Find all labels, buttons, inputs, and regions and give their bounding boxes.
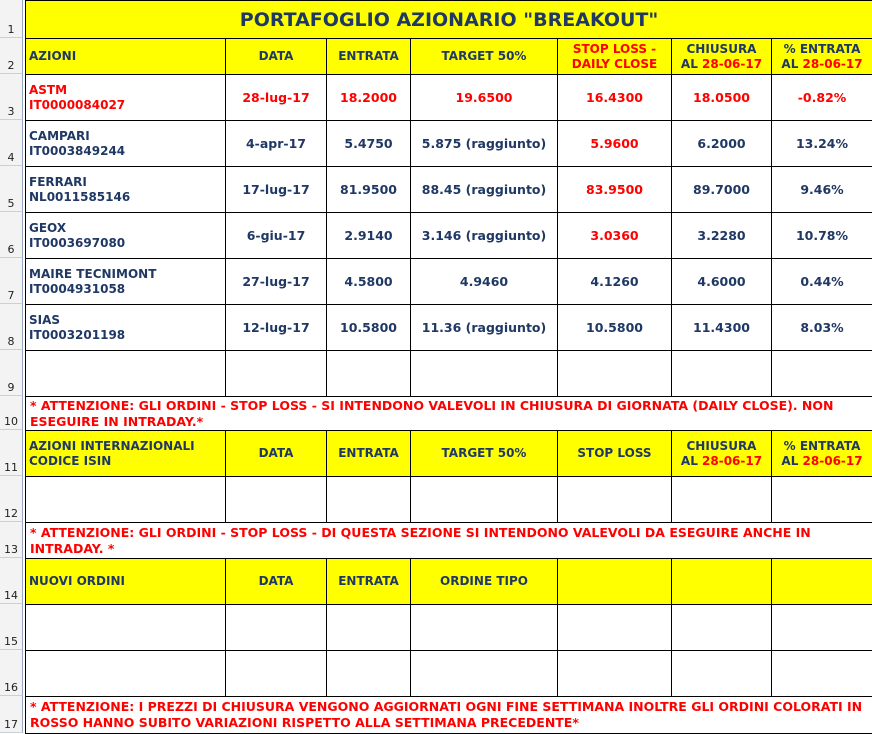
row-header[interactable]: 14 — [0, 558, 23, 604]
col-header-pct-entrata[interactable] — [772, 39, 872, 75]
pct-date: 28-06-17 — [803, 57, 863, 71]
stock-entrata[interactable]: 5.4750 — [327, 121, 411, 167]
stock-name-cell[interactable] — [26, 259, 226, 305]
intl-line2: CODICE ISIN — [29, 454, 222, 469]
row-header[interactable]: 15 — [0, 604, 23, 650]
row-header[interactable]: 17 — [0, 696, 23, 733]
col-header-nuovi-ordini[interactable]: NUOVI ORDINI — [26, 559, 226, 605]
chiusura-date: 28-06-17 — [702, 454, 762, 468]
table-row — [26, 477, 872, 523]
stock-date[interactable]: 12-lug-17 — [226, 305, 327, 351]
empty-cell[interactable] — [672, 605, 772, 651]
empty-cell[interactable] — [26, 605, 226, 651]
col-header-data[interactable]: DATA — [226, 39, 327, 75]
stock-target[interactable]: 4.9460 — [411, 259, 558, 305]
empty-header-cell[interactable] — [558, 559, 672, 605]
stock-name-cell[interactable] — [26, 121, 226, 167]
stock-pct[interactable]: -0.82% — [772, 75, 872, 121]
stock-date[interactable]: 17-lug-17 — [226, 167, 327, 213]
empty-cell[interactable] — [558, 351, 672, 397]
stock-isin: IT0004931058 — [29, 282, 222, 297]
empty-cell[interactable] — [327, 605, 411, 651]
table-row — [26, 213, 872, 259]
empty-cell[interactable] — [558, 477, 672, 523]
empty-cell[interactable] — [411, 605, 558, 651]
note-closing-prices[interactable]: * ATTENZIONE: I PREZZI DI CHIUSURA VENGONO AGGIORNATI OGNI FINE SETTIMANA INOLTRE GLI ORDINI COLORATI IN ROSSO HANNO SUBITO VARIAZIONI RISPETTO ALLA SETTIMANA PRECEDENTE* — [26, 697, 872, 734]
chiusura-date: 28-06-17 — [702, 57, 762, 71]
col-header-target[interactable]: TARGET 50% — [411, 39, 558, 75]
stock-stop[interactable]: 10.5800 — [558, 305, 672, 351]
stock-target[interactable]: 11.36 (raggiunto) — [411, 305, 558, 351]
stock-name: SIAS — [29, 313, 222, 328]
row-header[interactable]: 1 — [0, 0, 23, 38]
stock-date[interactable]: 28-lug-17 — [226, 75, 327, 121]
stock-name: FERRARI — [29, 175, 222, 190]
note-stop-loss-daily-close[interactable]: * ATTENZIONE: GLI ORDINI - STOP LOSS - SI INTENDONO VALEVOLI IN CHIUSURA DI GIORNATA (DAILY CLOSE). NON ESEGUIRE IN INTRADAY.* — [26, 397, 872, 431]
table-row — [26, 605, 872, 651]
stock-entrata[interactable]: 2.9140 — [327, 213, 411, 259]
sheet-title[interactable]: PORTAFOGLIO AZIONARIO "BREAKOUT" — [26, 1, 872, 39]
stock-pct[interactable]: 8.03% — [772, 305, 872, 351]
chiusura-line2 — [675, 454, 768, 469]
stock-chiusura[interactable]: 3.2280 — [672, 213, 772, 259]
empty-cell[interactable] — [226, 477, 327, 523]
pct-line2 — [775, 454, 869, 469]
empty-cell[interactable] — [411, 477, 558, 523]
row-header[interactable]: 2 — [0, 38, 23, 74]
empty-cell[interactable] — [772, 605, 872, 651]
stock-name: ASTM — [29, 83, 222, 98]
empty-cell[interactable] — [411, 351, 558, 397]
row-header[interactable]: 13 — [0, 522, 23, 558]
row-headers — [0, 0, 25, 733]
row-header[interactable]: 10 — [0, 396, 23, 430]
stock-isin: IT0003697080 — [29, 236, 222, 251]
empty-cell[interactable] — [558, 605, 672, 651]
stock-date[interactable]: 27-lug-17 — [226, 259, 327, 305]
row-header[interactable]: 6 — [0, 212, 23, 258]
stop-loss-line2: DAILY CLOSE — [561, 57, 668, 72]
col-header-chiusura[interactable] — [672, 39, 772, 75]
pct-prefix: AL — [781, 454, 802, 468]
col-header-target[interactable]: TARGET 50% — [411, 431, 558, 477]
col-header-azioni-internazionali[interactable] — [26, 431, 226, 477]
stock-chiusura[interactable]: 4.6000 — [672, 259, 772, 305]
table-row — [26, 259, 872, 305]
empty-cell[interactable] — [411, 651, 558, 697]
empty-cell[interactable] — [672, 477, 772, 523]
stock-entrata[interactable]: 18.2000 — [327, 75, 411, 121]
stock-date[interactable]: 4-apr-17 — [226, 121, 327, 167]
col-header-pct-entrata[interactable] — [772, 431, 872, 477]
empty-cell[interactable] — [772, 651, 872, 697]
stock-pct[interactable]: 13.24% — [772, 121, 872, 167]
empty-cell[interactable] — [226, 651, 327, 697]
table-row — [26, 121, 872, 167]
empty-cell[interactable] — [26, 351, 226, 397]
stock-chiusura[interactable]: 11.4300 — [672, 305, 772, 351]
chiusura-line2 — [675, 57, 768, 72]
stock-pct[interactable]: 9.46% — [772, 167, 872, 213]
stock-chiusura[interactable]: 89.7000 — [672, 167, 772, 213]
empty-cell[interactable] — [327, 651, 411, 697]
stock-name: CAMPARI — [29, 129, 222, 144]
empty-header-cell[interactable] — [772, 559, 872, 605]
chiusura-prefix: AL — [681, 454, 702, 468]
col-header-data[interactable]: DATA — [226, 431, 327, 477]
pct-line1: % ENTRATA — [775, 439, 869, 454]
empty-cell[interactable] — [672, 351, 772, 397]
empty-cell[interactable] — [772, 477, 872, 523]
empty-cell[interactable] — [226, 605, 327, 651]
intl-line1: AZIONI INTERNAZIONALI — [29, 439, 222, 454]
col-header-data[interactable]: DATA — [226, 559, 327, 605]
row-header[interactable]: 9 — [0, 350, 23, 396]
empty-cell[interactable] — [772, 351, 872, 397]
col-header-ordine-tipo[interactable]: ORDINE TIPO — [411, 559, 558, 605]
row-header[interactable]: 7 — [0, 258, 23, 304]
empty-cell[interactable] — [558, 651, 672, 697]
stock-entrata[interactable]: 4.5800 — [327, 259, 411, 305]
col-header-stop-loss[interactable]: STOP LOSS — [558, 431, 672, 477]
pct-date: 28-06-17 — [803, 454, 863, 468]
empty-header-cell[interactable] — [672, 559, 772, 605]
col-header-chiusura[interactable] — [672, 431, 772, 477]
stock-stop[interactable]: 3.0360 — [558, 213, 672, 259]
stock-isin: IT0003201198 — [29, 328, 222, 343]
stock-chiusura[interactable]: 6.2000 — [672, 121, 772, 167]
empty-cell[interactable] — [26, 477, 226, 523]
stock-isin: IT0000084027 — [29, 98, 222, 113]
note-intraday[interactable]: * ATTENZIONE: GLI ORDINI - STOP LOSS - DI QUESTA SEZIONE SI INTENDONO VALEVOLI DA ESEGUIRE ANCHE IN INTRADAY. * — [26, 523, 872, 559]
stock-target[interactable]: 88.45 (raggiunto) — [411, 167, 558, 213]
stock-name: MAIRE TECNIMONT — [29, 267, 222, 282]
table-row — [26, 351, 872, 397]
stock-pct[interactable]: 10.78% — [772, 213, 872, 259]
row-header[interactable]: 8 — [0, 304, 23, 350]
table-row — [26, 167, 872, 213]
stop-loss-line1: STOP LOSS - — [561, 42, 668, 57]
empty-cell[interactable] — [672, 651, 772, 697]
table-row — [26, 651, 872, 697]
stock-target[interactable]: 3.146 (raggiunto) — [411, 213, 558, 259]
stock-target[interactable]: 5.875 (raggiunto) — [411, 121, 558, 167]
stock-stop[interactable]: 5.9600 — [558, 121, 672, 167]
row-header[interactable]: 3 — [0, 74, 23, 120]
col-header-entrata[interactable]: ENTRATA — [327, 559, 411, 605]
stock-isin: IT0003849244 — [29, 144, 222, 159]
stock-isin: NL0011585146 — [29, 190, 222, 205]
row-header[interactable]: 16 — [0, 650, 23, 696]
row-header[interactable]: 11 — [0, 430, 23, 476]
stock-date[interactable]: 6-giu-17 — [226, 213, 327, 259]
stock-name-cell[interactable] — [26, 305, 226, 351]
stock-stop[interactable]: 4.1260 — [558, 259, 672, 305]
stock-chiusura[interactable]: 18.0500 — [672, 75, 772, 121]
stock-stop[interactable]: 83.9500 — [558, 167, 672, 213]
empty-cell[interactable] — [327, 477, 411, 523]
stock-entrata[interactable]: 10.5800 — [327, 305, 411, 351]
table-row — [26, 305, 872, 351]
row-header[interactable]: 5 — [0, 166, 23, 212]
stock-entrata[interactable]: 81.9500 — [327, 167, 411, 213]
empty-cell[interactable] — [226, 351, 327, 397]
stock-stop[interactable]: 16.4300 — [558, 75, 672, 121]
stock-target[interactable]: 19.6500 — [411, 75, 558, 121]
stock-name-cell[interactable] — [26, 167, 226, 213]
chiusura-line1: CHIUSURA — [675, 42, 768, 57]
stock-name-cell[interactable] — [26, 213, 226, 259]
portfolio-sheet — [25, 0, 872, 734]
row-header[interactable]: 4 — [0, 120, 23, 166]
col-header-azioni[interactable]: AZIONI — [26, 39, 226, 75]
chiusura-line1: CHIUSURA — [675, 439, 768, 454]
table-row — [26, 75, 872, 121]
stock-name-cell[interactable] — [26, 75, 226, 121]
pct-line2 — [775, 57, 869, 72]
pct-prefix: AL — [781, 57, 802, 71]
row-header[interactable]: 12 — [0, 476, 23, 522]
col-header-stop-loss[interactable] — [558, 39, 672, 75]
pct-line1: % ENTRATA — [775, 42, 869, 57]
col-header-entrata[interactable]: ENTRATA — [327, 39, 411, 75]
stock-name: GEOX — [29, 221, 222, 236]
empty-cell[interactable] — [327, 351, 411, 397]
col-header-entrata[interactable]: ENTRATA — [327, 431, 411, 477]
stock-pct[interactable]: 0.44% — [772, 259, 872, 305]
empty-cell[interactable] — [26, 651, 226, 697]
chiusura-prefix: AL — [681, 57, 702, 71]
